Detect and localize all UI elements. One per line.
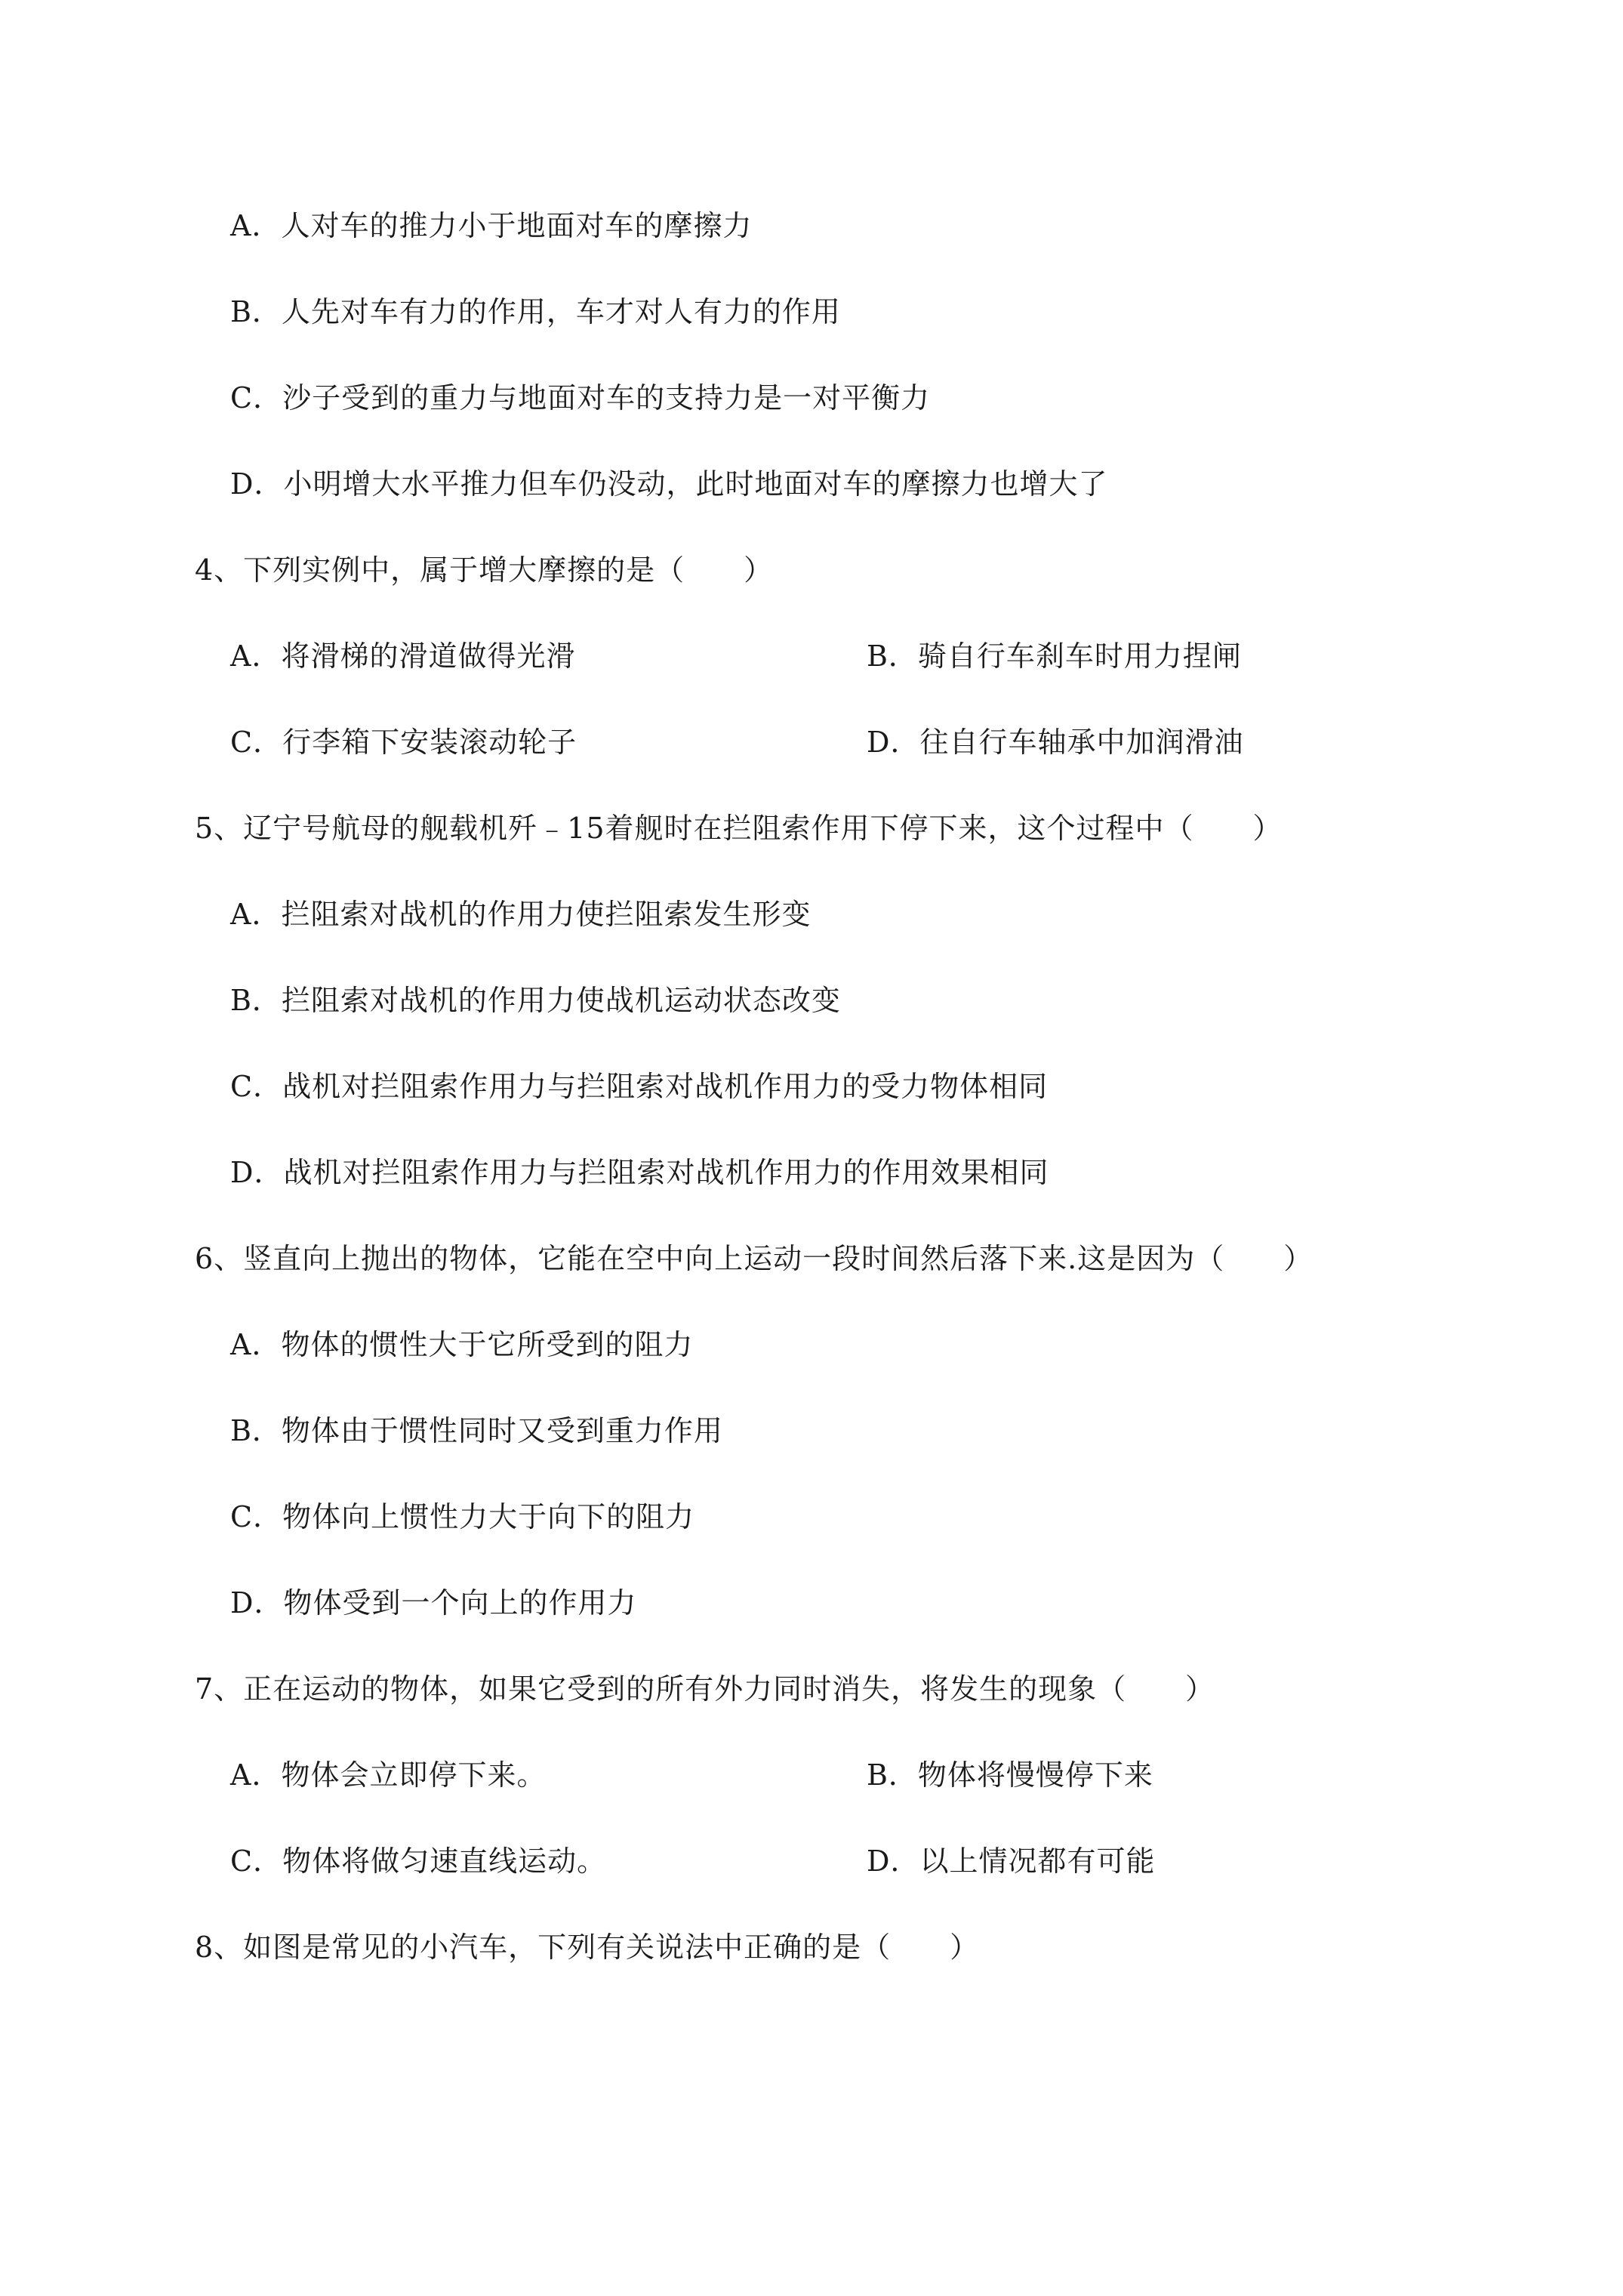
q7-option-a: A．物体会立即停下来。 xyxy=(230,1758,547,1792)
q3-option-d: D．小明增大水平推力但车仍没动，此时地面对车的摩擦力也增大了 xyxy=(230,467,1108,501)
q7-option-b: B．物体将慢慢停下来 xyxy=(867,1758,1153,1792)
q6-stem: 6、竖直向上抛出的物体，它能在空中向上运动一段时间然后落下来.这是因为（ ） xyxy=(195,1242,1313,1275)
q7-stem: 7、正在运动的物体，如果它受到的所有外力同时消失，将发生的现象（ ） xyxy=(195,1672,1215,1706)
q6-option-d: D．物体受到一个向上的作用力 xyxy=(230,1586,637,1620)
q5-option-b: B．拦阻索对战机的作用力使战机运动状态改变 xyxy=(230,984,841,1017)
q5-option-c: C．战机对拦阻索作用力与拦阻索对战机作用力的受力物体相同 xyxy=(230,1070,1049,1103)
q5-option-a: A．拦阻索对战机的作用力使拦阻索发生形变 xyxy=(230,898,812,931)
q7-option-d: D．以上情况都有可能 xyxy=(867,1845,1156,1878)
q6-option-b: B．物体由于惯性同时又受到重力作用 xyxy=(230,1414,723,1447)
q7-option-c: C．物体将做匀速直线运动。 xyxy=(230,1845,607,1878)
q6-option-c: C．物体向上惯性力大于向下的阻力 xyxy=(230,1500,695,1533)
q5-option-d: D．战机对拦阻索作用力与拦阻索对战机作用力的作用效果相同 xyxy=(230,1156,1049,1189)
q8-stem: 8、如图是常见的小汽车，下列有关说法中正确的是（ ） xyxy=(195,1931,980,1964)
q6-option-a: A．物体的惯性大于它所受到的阻力 xyxy=(230,1328,694,1361)
q3-option-c: C．沙子受到的重力与地面对车的支持力是一对平衡力 xyxy=(230,381,931,415)
q3-option-b: B．人先对车有力的作用，车才对人有力的作用 xyxy=(230,295,841,328)
q4-option-a: A．将滑梯的滑道做得光滑 xyxy=(230,639,576,673)
q5-stem: 5、辽宁号航母的舰载机歼﹣15着舰时在拦阻索作用下停下来，这个过程中（ ） xyxy=(195,812,1283,845)
q3-option-a: A．人对车的推力小于地面对车的摩擦力 xyxy=(230,209,753,242)
q4-stem: 4、下列实例中，属于增大摩擦的是（ ） xyxy=(195,553,774,587)
q4-option-b: B．骑自行车刹车时用力捏闸 xyxy=(867,639,1242,673)
q4-option-d: D．往自行车轴承中加润滑油 xyxy=(867,726,1244,759)
q4-option-c: C．行李箱下安装滚动轮子 xyxy=(230,726,577,759)
